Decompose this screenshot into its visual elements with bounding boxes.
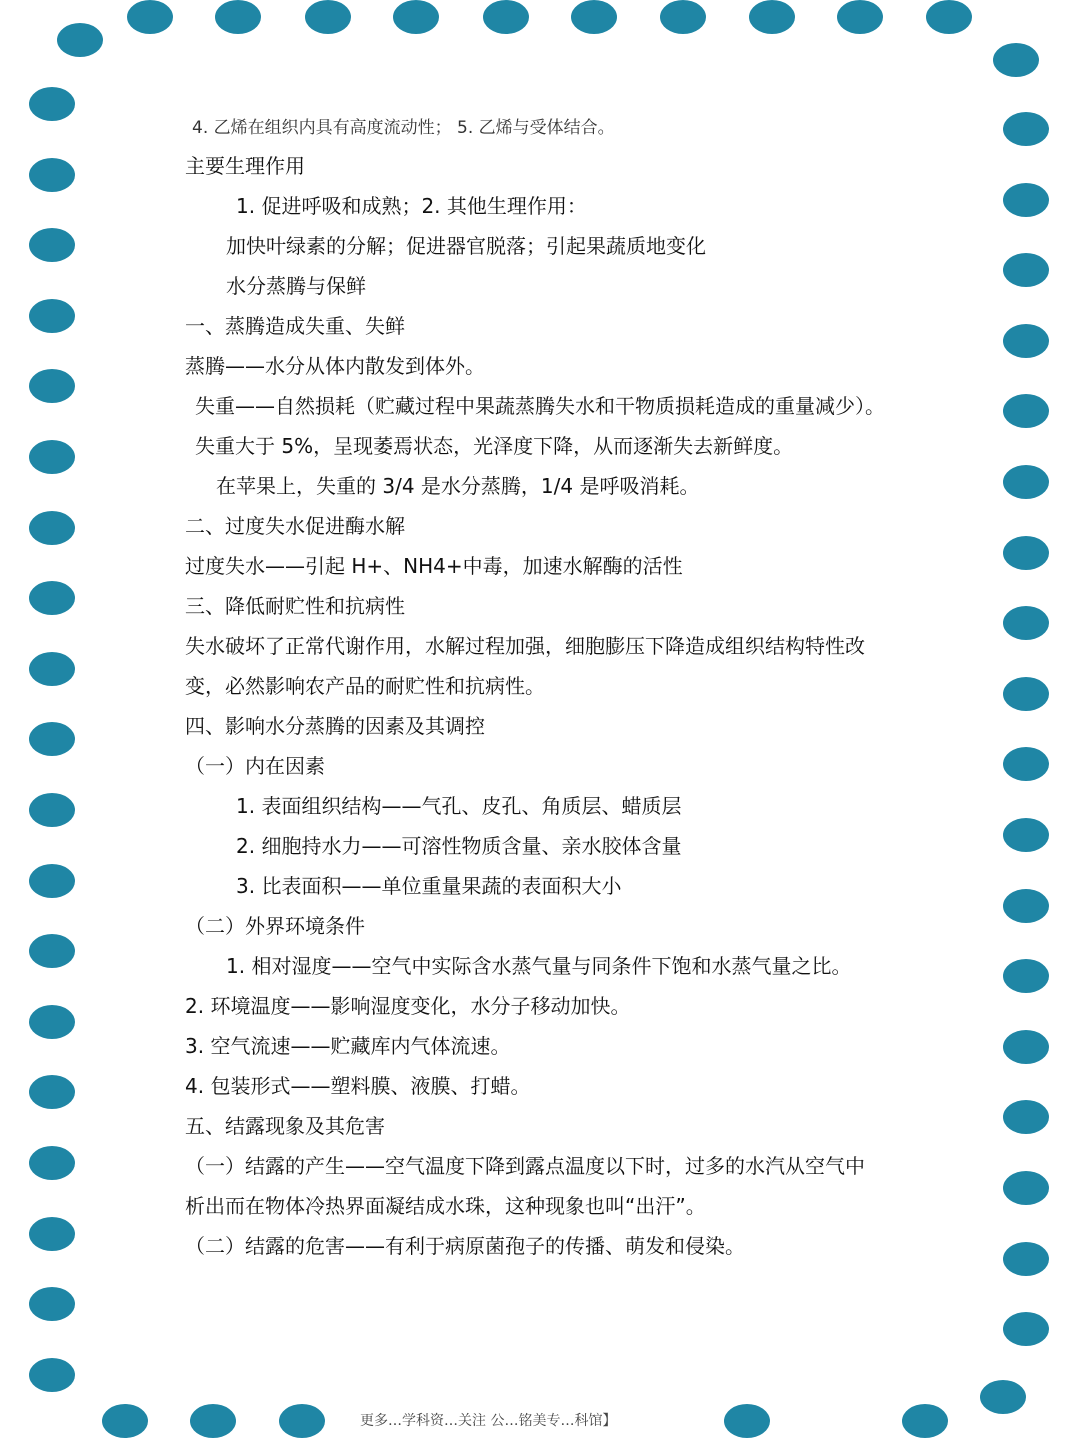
border-dot <box>29 228 75 262</box>
border-dot <box>29 511 75 545</box>
border-dot <box>1003 1312 1049 1346</box>
border-dot <box>215 0 261 34</box>
list-item-specific-surface: 3. 比表面积——单位重量果蔬的表面积大小 <box>236 874 622 898</box>
text-line-transpiration-definition: 蒸腾——水分从体内散发到体外。 <box>185 354 485 378</box>
list-item-relative-humidity: 1. 相对湿度——空气中实际含水蒸气量与同条件下饱和水蒸气量之比。 <box>226 954 852 978</box>
border-dot <box>29 652 75 686</box>
heading-section-2: 二、过度失水促进酶水解 <box>185 514 405 538</box>
border-dot <box>1003 536 1049 570</box>
border-dot <box>279 1404 325 1438</box>
border-dot <box>29 1146 75 1180</box>
border-dot <box>1003 1242 1049 1276</box>
border-dot <box>1003 677 1049 711</box>
border-dot <box>29 1287 75 1321</box>
text-line-apple-example: 在苹果上，失重的 3/4 是水分蒸腾，1/4 是呼吸消耗。 <box>216 474 700 498</box>
border-dot <box>29 87 75 121</box>
text-line-weight-loss-definition: 失重——自然损耗（贮藏过程中果蔬蒸腾失水和干物质损耗造成的重量减少）。 <box>195 394 885 418</box>
border-dot <box>29 793 75 827</box>
border-dot <box>190 1404 236 1438</box>
border-dot <box>29 1358 75 1392</box>
border-dot <box>393 0 439 34</box>
border-dot <box>1003 1171 1049 1205</box>
border-dot <box>1003 606 1049 640</box>
border-dot <box>1003 112 1049 146</box>
border-dot <box>29 299 75 333</box>
list-item-temperature: 2. 环境温度——影响湿度变化，水分子移动加快。 <box>185 994 631 1018</box>
list-item-water-holding: 2. 细胞持水力——可溶性物质含量、亲水胶体含量 <box>236 834 682 858</box>
border-dot <box>29 1075 75 1109</box>
border-dot <box>102 1404 148 1438</box>
border-dot <box>749 0 795 34</box>
border-dot <box>1003 747 1049 781</box>
border-dot <box>29 1005 75 1039</box>
border-dot <box>29 440 75 474</box>
heading-section-5: 五、结露现象及其危害 <box>185 1114 385 1138</box>
border-dot <box>1003 1030 1049 1064</box>
list-item-packaging: 4. 包装形式——塑料膜、液膜、打蜡。 <box>185 1074 531 1098</box>
border-dot <box>127 0 173 34</box>
border-dot <box>57 23 103 57</box>
border-dot <box>483 0 529 34</box>
border-dot <box>1003 1100 1049 1134</box>
border-dot <box>1003 394 1049 428</box>
border-dot <box>29 1217 75 1251</box>
border-dot <box>926 0 972 34</box>
text-line-weight-loss-threshold: 失重大于 5%，呈现萎焉状态，光泽度下降，从而逐渐失去新鲜度。 <box>195 434 794 458</box>
border-dot <box>1003 889 1049 923</box>
border-dot <box>29 722 75 756</box>
text-line-excessive-water-loss: 过度失水——引起 H+、NH4+中毒，加速水解酶的活性 <box>185 554 683 578</box>
heading-transpiration-freshness: 水分蒸腾与保鲜 <box>226 274 366 298</box>
border-dot <box>571 0 617 34</box>
border-dot <box>1003 183 1049 217</box>
list-item-air-flow: 3. 空气流速——贮藏库内气体流速。 <box>185 1034 511 1058</box>
text-line-metabolism-damage-cont: 变，必然影响农产品的耐贮性和抗病性。 <box>185 674 545 698</box>
border-dot <box>29 369 75 403</box>
footer-watermark: 更多…学科资…关注 公…铭美专…科馆】 <box>360 1413 617 1429</box>
border-dot <box>29 158 75 192</box>
heading-section-4: 四、影响水分蒸腾的因素及其调控 <box>185 714 485 738</box>
subheading-internal-factors: （一）内在因素 <box>185 754 325 778</box>
border-dot <box>305 0 351 34</box>
text-line-effects-detail: 加快叶绿素的分解；促进器官脱落；引起果蔬质地变化 <box>226 234 706 258</box>
list-item-surface-structure: 1. 表面组织结构——气孔、皮孔、角质层、蜡质层 <box>236 794 682 818</box>
heading-main-physiological-effects: 主要生理作用 <box>185 154 305 178</box>
heading-section-1: 一、蒸腾造成失重、失鲜 <box>185 314 405 338</box>
border-dot <box>1003 465 1049 499</box>
text-line-condensation-cause: （一）结露的产生——空气温度下降到露点温度以下时，过多的水汽从空气中 <box>185 1154 865 1178</box>
text-line-ethylene-properties: 4. 乙烯在组织内具有高度流动性； 5. 乙烯与受体结合。 <box>192 118 615 138</box>
border-dot <box>1003 959 1049 993</box>
text-line-condensation-harm: （二）结露的危害——有利于病原菌孢子的传播、萌发和侵染。 <box>185 1234 745 1258</box>
border-dot <box>902 1404 948 1438</box>
border-dot <box>29 581 75 615</box>
border-dot <box>29 934 75 968</box>
text-line-metabolism-damage: 失水破坏了正常代谢作用，水解过程加强，细胞膨压下降造成组织结构特性改 <box>185 634 865 658</box>
border-dot <box>724 1404 770 1438</box>
text-line-effects-list: 1. 促进呼吸和成熟；2. 其他生理作用： <box>236 194 587 218</box>
subheading-external-conditions: （二）外界环境条件 <box>185 914 365 938</box>
border-dot <box>29 864 75 898</box>
border-dot <box>1003 324 1049 358</box>
border-dot <box>660 0 706 34</box>
border-dot <box>1003 818 1049 852</box>
border-dot <box>1003 253 1049 287</box>
border-dot <box>993 43 1039 77</box>
border-dot <box>980 1380 1026 1414</box>
border-dot <box>837 0 883 34</box>
text-line-condensation-cause-cont: 析出而在物体冷热界面凝结成水珠，这种现象也叫“出汗”。 <box>185 1194 706 1218</box>
heading-section-3: 三、降低耐贮性和抗病性 <box>185 594 405 618</box>
